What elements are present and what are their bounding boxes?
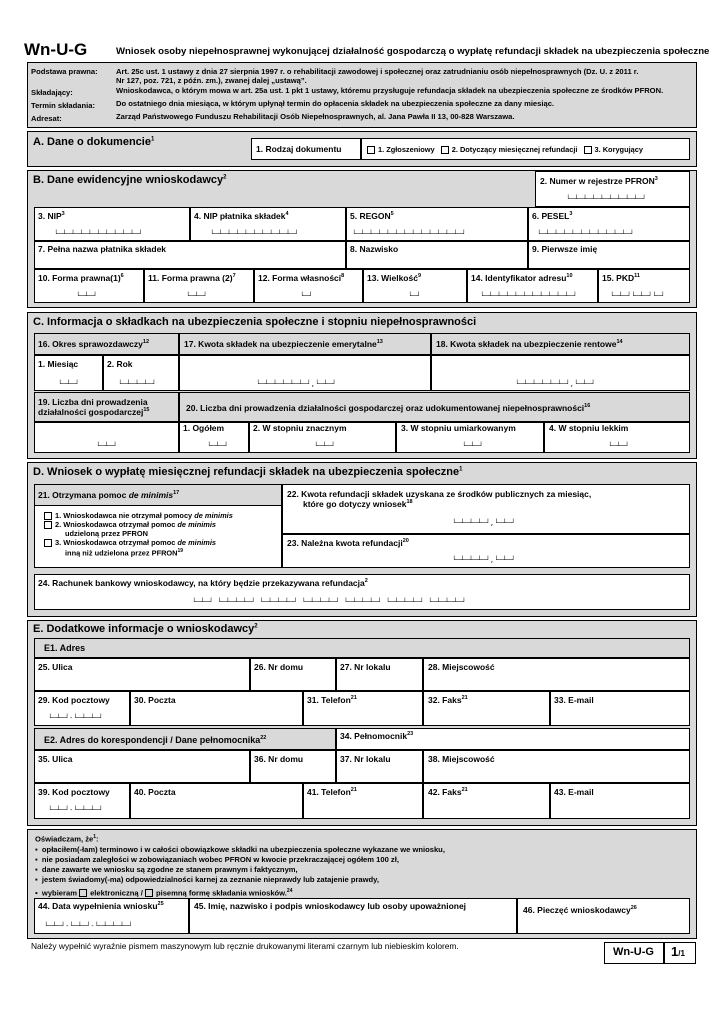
field-32-label: 32. Faks$^{21}$ bbox=[428, 695, 468, 705]
podstawa-label: Podstawa prawna: bbox=[31, 67, 98, 76]
field-3-label: 3. NIP$^3$ bbox=[38, 211, 65, 221]
field-13-digits: └─┘ bbox=[408, 292, 421, 300]
e2-title: E2. Adres do korespondencji / Dane pełnomocnika$^{22}$ bbox=[44, 735, 267, 745]
field-28-label: 28. Miejscowość bbox=[428, 662, 495, 672]
field-2-label: 2. Numer w rejestrze PFRON$^3$ bbox=[540, 176, 658, 186]
adresat-label: Adresat: bbox=[31, 114, 62, 123]
field-4-label: 4. NIP płatnika składek$^4$ bbox=[194, 211, 289, 221]
field-24-label: 24. Rachunek bankowy wnioskodawcy, na który będzie przekazywana refundacja$^2$ bbox=[38, 578, 368, 588]
podstawa-text-1: Art. 25c ust. 1 ustawy z dnia 27 sierpnia 1997 r. o rehabilitacji zawodowej i społecznej oraz zatrudnianiu osób niepełnosprawnych (Dz. U. z 2011 r. bbox=[116, 67, 639, 76]
checkbox-21-2[interactable] bbox=[44, 521, 52, 529]
field-33-label: 33. E-mail bbox=[554, 695, 594, 705]
field-24-digits: └─┴─┘ └─┴─┴─┴─┘ └─┴─┴─┴─┘ └─┴─┴─┴─┘ └─┴─┴─┴─┘ └─┴─┴─┴─┘ └─┴─┴─┴─┘ bbox=[192, 598, 466, 606]
field-22-label-1: 22. Kwota refundacji składek uzyskana ze środków publicznych za miesiąc, bbox=[287, 489, 592, 499]
checkbox-21-1[interactable] bbox=[44, 512, 52, 520]
field-20-3-digits: └─┴─┘ bbox=[462, 442, 484, 450]
field-3-digits: └─┴─┴─┴─┴─┴─┴─┴─┴─┴─┘ bbox=[54, 230, 143, 238]
field-17-label: 17. Kwota składek na ubezpieczenie emerytalne$^{13}$ bbox=[184, 339, 383, 349]
e1-title: E1. Adres bbox=[44, 643, 86, 653]
year-label: 2. Rok bbox=[107, 359, 133, 369]
field-20-2-label: 2. W stopniu znacznym bbox=[253, 423, 347, 433]
form-code: Wn-U-G bbox=[24, 40, 88, 59]
field-5-digits: └─┴─┴─┴─┴─┴─┴─┴─┴─┴─┴─┴─┴─┘ bbox=[352, 230, 466, 238]
skladajacy-label: Składający: bbox=[31, 88, 73, 97]
field-44-label: 44. Data wypełnienia wniosku$^{25}$ bbox=[38, 901, 164, 911]
field-20-3-label: 3. W stopniu umiarkowanym bbox=[401, 423, 516, 433]
field-8-label: 8. Nazwisko bbox=[350, 244, 399, 254]
field-19-digits: └─┴─┘ bbox=[96, 442, 118, 450]
field-46-label: 46. Pieczęć wnioskodawcy$^{26}$ bbox=[523, 905, 637, 915]
field-23-label: 23. Należna kwota refundacji$^{20}$ bbox=[287, 538, 409, 548]
field-17-digits: └─┴─┴─┴─┴─┴─┘,└─┴─┘ bbox=[256, 380, 337, 388]
field-14-digits: └─┴─┴─┴─┴─┴─┴─┴─┴─┴─┴─┘ bbox=[480, 292, 577, 300]
section-e-title: E. Dodatkowe informacje o wnioskodawcy$^2$ bbox=[33, 623, 258, 635]
termin-label: Termin składania: bbox=[31, 101, 96, 110]
field-23-digits: └─┴─┴─┴─┘,└─┴─┘ bbox=[452, 556, 516, 564]
field-16-label: 16. Okres sprawozdawczy$^{12}$ bbox=[38, 339, 150, 349]
field-39-digits: └─┴─┘-└─┴─┴─┘ bbox=[48, 806, 103, 814]
field-26-label: 26. Nr domu bbox=[254, 662, 304, 672]
field-29-digits: └─┴─┘-└─┴─┴─┘ bbox=[48, 714, 103, 722]
podstawa-text-2: Nr 127, poz. 721, z późn. zm.), zwanej dalej „ustawą”. bbox=[116, 76, 307, 85]
checkbox-zgloszeniowy[interactable] bbox=[367, 146, 375, 154]
field-22-digits: └─┴─┴─┴─┘,└─┴─┘ bbox=[452, 519, 516, 527]
section-a-title: A. Dane o dokumencie$^1$ bbox=[33, 136, 155, 148]
field-9-label: 9. Pierwsze imię bbox=[532, 244, 598, 254]
declaration-text bbox=[35, 832, 445, 898]
doc-type-label: 1. Rodzaj dokumentu bbox=[256, 144, 342, 154]
field-39-label: 39. Kod pocztowy bbox=[38, 787, 110, 797]
e1-header bbox=[34, 638, 690, 658]
field-11-label: 11. Forma prawna $(2)^7$ bbox=[148, 273, 236, 283]
month-label: 1. Miesiąc bbox=[38, 359, 79, 369]
field-43-label: 43. E-mail bbox=[554, 787, 594, 797]
field-46-cell[interactable] bbox=[517, 898, 690, 934]
option-21-2-cont: udzieloną przez PFRON bbox=[65, 529, 148, 539]
field-4-digits: └─┴─┴─┴─┴─┴─┴─┴─┴─┴─┘ bbox=[210, 230, 299, 238]
field-20-label: 20. Liczba dni prowadzenia działalności gospodarczej oraz udokumentowanej niepełnosprawności$^{16}$ bbox=[186, 403, 591, 413]
section-c-title: C. Informacja o składkach na ubezpieczenia społeczne i stopniu niepełnosprawności bbox=[33, 316, 477, 328]
checkbox-miesieczna[interactable] bbox=[441, 146, 449, 154]
field-14-label: 14. Identyfikator adresu$^{10}$ bbox=[471, 273, 573, 283]
year-digits: └─┴─┴─┴─┘ bbox=[118, 380, 156, 388]
checkbox-21-3[interactable] bbox=[44, 539, 52, 547]
field-41-label: 41. Telefon$^{21}$ bbox=[307, 787, 357, 797]
field-13-label: 13. Wielkość$^9$ bbox=[367, 273, 422, 283]
field-44-digits: └─┴─┘-└─┴─┘-└─┴─┴─┴─┘ bbox=[44, 922, 133, 930]
field-20-1-label: 1. Ogółem bbox=[183, 423, 225, 433]
skladajacy-text: Wnioskodawca, o którym mowa w art. 25a ust. 1 pkt 1 ustawy, któremu przysługuje refundacja składek na ubezpieczenia społeczne ze środków PFRON. bbox=[116, 86, 664, 95]
declaration-line-1: ▪ opłaciłem(-łam) terminowo i w całości obowiązkowe składki na ubezpieczenia społeczne wykazane we wniosku, bbox=[35, 844, 445, 854]
field-6-digits: └─┴─┴─┴─┴─┴─┴─┴─┴─┴─┴─┘ bbox=[537, 230, 634, 238]
field-22-label-2: które go dotyczy wniosek$^{18}$ bbox=[303, 499, 413, 509]
field-25-label: 25. Ulica bbox=[38, 662, 73, 672]
option-21-2[interactable]: 2. Wnioskodawca otrzymał pomoc de minimis bbox=[44, 520, 233, 529]
field-19-label-1: 19. Liczba dni prowadzenia bbox=[38, 397, 148, 407]
termin-text: Do ostatniego dnia miesiąca, w którym upłynął termin do opłacenia składek na ubezpieczenia społeczne za dany miesiąc. bbox=[116, 99, 555, 108]
field-10-label: 10. Forma $prawna(1)^6$ bbox=[38, 273, 124, 283]
declaration-line-5: ▪ wybieram elektroniczną / pisemną formę składania wniosków.$^{24}$ bbox=[35, 887, 293, 898]
field-18-label: 18. Kwota składek na ubezpieczenie rentowe$^{14}$ bbox=[436, 339, 623, 349]
field-7-label: 7. Pełna nazwa płatnika składek bbox=[38, 244, 167, 254]
field-5-label: 5. REGON$^5$ bbox=[350, 211, 394, 221]
field-37-label: 37. Nr lokalu bbox=[340, 754, 391, 764]
footer-note: Należy wypełnić wyraźnie pismem maszynowym lub ręcznie drukowanymi literami czarnym lub niebieskim kolorem. bbox=[31, 941, 459, 951]
field-45-label: 45. Imię, nazwisko i podpis wnioskodawcy lub osoby upoważnionej bbox=[194, 901, 467, 911]
field-30-label: 30. Poczta bbox=[134, 695, 176, 705]
field-12-digits: └─┘ bbox=[300, 292, 313, 300]
field-19-label-2: działalności gospodarczej$^{15}$ bbox=[38, 407, 150, 417]
section-d-title: D. Wniosek o wypłatę miesięcznej refundacji składek na ubezpieczenia społeczne$^1$ bbox=[33, 466, 463, 478]
field-20-1-digits: └─┴─┘ bbox=[207, 442, 229, 450]
field-12-label: 12. Forma własności$^8$ bbox=[258, 273, 345, 283]
field-42-label: 42. Faks$^{21}$ bbox=[428, 787, 468, 797]
field-21-label: 21. Otrzymana pomoc de minimis$^{17}$ bbox=[38, 490, 180, 500]
field-15-digits: └─┴─┘└─┴─┘└─┘ bbox=[610, 292, 665, 300]
field-11-digits: └─┴─┘ bbox=[186, 292, 208, 300]
field-35-label: 35. Ulica bbox=[38, 754, 73, 764]
field-29-label: 29. Kod pocztowy bbox=[38, 695, 110, 705]
field-20-4-digits: └─┴─┘ bbox=[608, 442, 630, 450]
field-18-digits: └─┴─┴─┴─┴─┴─┘,└─┴─┘ bbox=[515, 380, 596, 388]
adresat-text: Zarząd Państwowego Funduszu Rehabilitacji Osób Niepełnosprawnych, al. Jana Pawła II 13, 00-828 Warszawa. bbox=[116, 112, 515, 121]
checkbox-korygujacy[interactable] bbox=[584, 146, 592, 154]
field-2-digits: └─┴─┴─┴─┴─┴─┴─┴─┴─┘ bbox=[566, 195, 647, 203]
section-b-title: B. Dane ewidencyjne wnioskodawcy$^2$ bbox=[33, 174, 227, 186]
option-21-1[interactable]: 1. Wnioskodawca nie otrzymał pomocy de minimis bbox=[44, 511, 233, 520]
checkbox-paper[interactable] bbox=[145, 889, 153, 897]
month-digits: └─┴─┘ bbox=[58, 380, 80, 388]
doc-type-options-row: 1. Zgłoszeniowy 2. Dotyczący miesięcznej refundacji 3. Korygujący bbox=[367, 145, 643, 154]
option-21-3-cont: inną niż udzielona przez PFRON$^{19}$ bbox=[65, 548, 184, 558]
field-34-label: 34. Pełnomocnik$^{23}$ bbox=[340, 731, 414, 741]
declaration-line-4: ▪ jestem świadomy(-ma) odpowiedzialności karnej za zeznanie nieprawdy lub zatajenie prawdy, bbox=[35, 875, 379, 885]
footer-page: 1/1 bbox=[671, 944, 685, 959]
field-20-4-label: 4. W stopniu lekkim bbox=[549, 423, 629, 433]
form-title: Wniosek osoby niepełnosprawnej wykonującej działalność gospodarczą o wypłatę refundacji składek na ubezpieczenia społeczne bbox=[116, 46, 710, 57]
checkbox-electronic[interactable] bbox=[79, 889, 87, 897]
field-38-label: 38. Miejscowość bbox=[428, 754, 495, 764]
field-6-label: 6. PESEL$^3$ bbox=[532, 211, 573, 221]
declaration-title: Oświadczam, $że^1$: bbox=[35, 834, 99, 844]
field-40-label: 40. Poczta bbox=[134, 787, 176, 797]
field-10-digits: └─┴─┘ bbox=[76, 292, 98, 300]
declaration-line-2: ▪ nie posiadam zaległości w zobowiązaniach wobec PFRON w kwocie przekraczającej ogółem 100 zł, bbox=[35, 854, 399, 864]
field-31-label: 31. Telefon$^{21}$ bbox=[307, 695, 357, 705]
field-27-label: 27. Nr lokalu bbox=[340, 662, 391, 672]
declaration-line-3: ▪ dane zawarte we wniosku są zgodne ze stanem prawnym i faktycznym, bbox=[35, 865, 298, 875]
option-21-3[interactable]: 3. Wnioskodawca otrzymał pomoc de minimis bbox=[44, 538, 233, 547]
field-21-options bbox=[44, 511, 233, 558]
footer-code: Wn-U-G bbox=[613, 946, 654, 958]
field-36-label: 36. Nr domu bbox=[254, 754, 304, 764]
field-15-label: 15. PKD$^{11}$ bbox=[602, 273, 640, 283]
field-20-2-digits: └─┴─┘ bbox=[314, 442, 336, 450]
